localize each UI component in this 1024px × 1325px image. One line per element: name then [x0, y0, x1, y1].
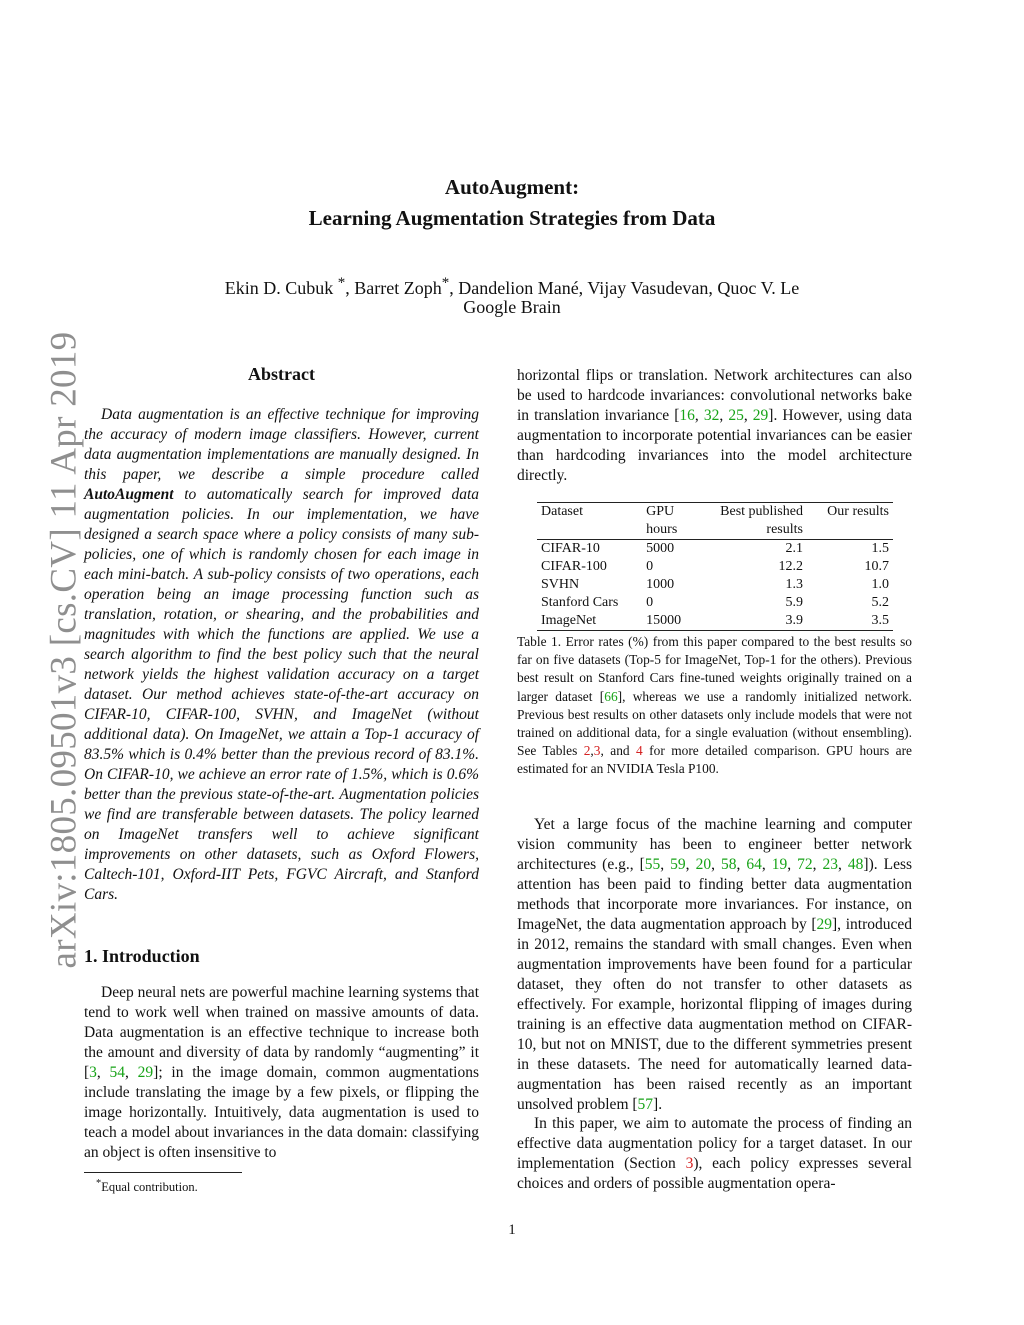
citation-link[interactable]: 54 [109, 1064, 126, 1081]
citation-link[interactable]: 16 [679, 407, 695, 424]
col-header-best-sub: results [766, 522, 803, 537]
citation-link[interactable]: 58 [720, 856, 737, 873]
equal-contribution-mark: * [337, 275, 346, 291]
table-row: Stanford Cars 0 5.9 5.2 [541, 595, 889, 610]
footnote-rule [84, 1172, 242, 1173]
footnote: *Equal contribution. [96, 1178, 198, 1195]
page-number: 1 [508, 1222, 516, 1238]
citation-link[interactable]: 29 [816, 916, 833, 933]
col-header-gpu: GPU [646, 504, 675, 519]
paper-title-line1: AutoAugment: [444, 175, 580, 199]
equal-contribution-mark: * [441, 275, 450, 291]
col-header-dataset: Dataset [541, 504, 583, 519]
right-column-paragraph-2: Yet a large focus of the machine learning and computer vision community has been to engineer better network architectures (e.g., [55, 59, 20, 58, 64, 19, 72, 23, 48]). Less attention has been paid to finding better data augmentation methods that incorporate more invariances. For instance, on ImageNet, the data augmentation approach by [29], introduced in 2012, remains the standard with small changes. Even when augmentation improvements have been found for a particular dataset, they often do not transfer to other datasets as effectively. For example, horizontal flipping of images during training is an effective data augmentation method on CIFAR-10, but not on MNIST, due to the different symmetries present in these datasets. The need for automatically learned data-augmentation has been raised recently as an important unsolved problem [57]. [517, 816, 913, 1113]
citation-link[interactable]: 29 [752, 407, 769, 424]
results-table [537, 502, 893, 631]
table-reference-link[interactable]: 3 [593, 743, 601, 759]
method-name: AutoAugment [84, 486, 174, 503]
author-cubuk: Ekin D. Cubuk [224, 278, 334, 298]
citation-link[interactable]: 20 [695, 856, 712, 873]
citation-link[interactable]: 48 [847, 856, 864, 873]
table-row: CIFAR-10 5000 2.1 1.5 [541, 541, 889, 556]
table-row: CIFAR-100 0 12.2 10.7 [541, 559, 889, 574]
citation-link[interactable]: 72 [797, 856, 813, 873]
citation-link[interactable]: 3 [89, 1064, 97, 1081]
section-reference-link[interactable]: 3 [685, 1155, 694, 1172]
col-header-gpu-unit: hours [646, 522, 678, 537]
citation-link[interactable]: 25 [728, 407, 744, 424]
affiliation: Google Brain [463, 297, 561, 317]
abstract-heading: Abstract [248, 364, 315, 384]
citation-link[interactable]: 66 [604, 688, 618, 704]
citation-link[interactable]: 19 [771, 856, 788, 873]
right-column-paragraph-3: In this paper, we aim to automate the process of finding an effective data augmentation policy for a target dataset. In our implementation (Section 3), each policy expresses several choices and orders of possible augmentation opera- [517, 1115, 912, 1192]
citation-link[interactable]: 64 [746, 856, 762, 873]
table-reference-link[interactable]: 2 [583, 743, 591, 759]
author-others: , Dandelion Mané, Vijay Vasudevan, Quoc V. Le [449, 278, 800, 298]
section-heading-introduction: 1. Introduction [84, 946, 200, 966]
abstract-body: Data augmentation is an effective technique for improving the accuracy of modern image classifiers. However, current data augmentation implementations are manually designed. In this paper, we describe a simple procedure called AutoAugment to automatically search for improved data augmentation policies. In our implementation, we have designed a search space where a policy consists of many sub-policies, one of which is randomly chosen for each image in each mini-batch. A sub-policy consists of two operations, each operation being an image processing function such as translation, rotation, or shearing, and the probabilities and magnitudes with which the functions are applied. We use a search algorithm to find the best policy such that the neural network yields the highest validation accuracy on a target dataset. Our method achieves state-of-the-art accuracy on CIFAR-10, CIFAR-100, SVHN, and ImageNet (without additional data). On ImageNet, we attain a Top-1 accuracy of 83.5% which is 0.4% better than the previous record of 83.1%. On CIFAR-10, we achieve an error rate of 1.5%, which is 0.6% better than the previous state-of-the-art. Augmentation policies we find are transferable between datasets. The policy learned on ImageNet transfers well to achieve significant improvements on other datasets, such as Oxford Flowers, Caltech-101, Oxford-IIT Pets, FGVC Aircraft, and Stanford Cars. [84, 406, 479, 903]
col-header-best: Best published [720, 504, 803, 519]
citation-link[interactable]: 32 [703, 407, 720, 424]
arxiv-identifier: arXiv:1805.09501v3 [cs.CV] 11 Apr 2019 [43, 331, 85, 969]
col-header-ours: Our results [827, 504, 889, 519]
table-row: ImageNet 15000 3.9 3.5 [537, 612, 893, 631]
right-column-paragraph-1: horizontal flips or translation. Network architectures can also be used to hardcode invariances: convolutional networks bake in translation invariance [16, 32, 25, 29]. However, using data augmentation to incorporate potential invariances can be easier than hardcoding invariances into the model architecture directly. [517, 367, 913, 484]
citation-link[interactable]: 59 [670, 856, 686, 873]
author-zoph: , Barret Zoph [345, 278, 442, 298]
citation-link[interactable]: 29 [137, 1064, 154, 1081]
table-caption: Table 1. Error rates (%) from this paper compared to the best results so far on five datasets (Top-5 for ImageNet, Top-1 for the others). Previous best result on Stanford Cars fine-tuned weights originally trained on a larger dataset [66], whereas we use a randomly initialized network. Previous best results on other datasets only include models that were not trained on additional data, for a single evaluation (without ensembling). See Tables 2,3, and 4 for more detailed comparison. GPU hours are estimated for an NVIDIA Tesla P100. [517, 634, 913, 777]
paper-title-line2: Learning Augmentation Strategies from Data [308, 206, 716, 230]
table-row: SVHN 1000 1.3 1.0 [541, 577, 889, 592]
citation-link[interactable]: 57 [637, 1096, 654, 1113]
intro-paragraph-1: Deep neural nets are powerful machine learning systems that tend to work well when trained on massive amounts of data. Data augmentation is an effective technique to increase both the amount and diversity of data by randomly “augmenting” it [3, 54, 29]; in the image domain, common augmentations include translating the image by a few pixels, or flipping the image horizontally. Intuitively, data augmentation is used to teach a model about invariances in the data domain: classifying an object is often insensitive to [84, 984, 479, 1161]
citation-link[interactable]: 23 [822, 856, 839, 873]
citation-link[interactable]: 55 [644, 856, 661, 873]
table-reference-link[interactable]: 4 [636, 743, 643, 759]
